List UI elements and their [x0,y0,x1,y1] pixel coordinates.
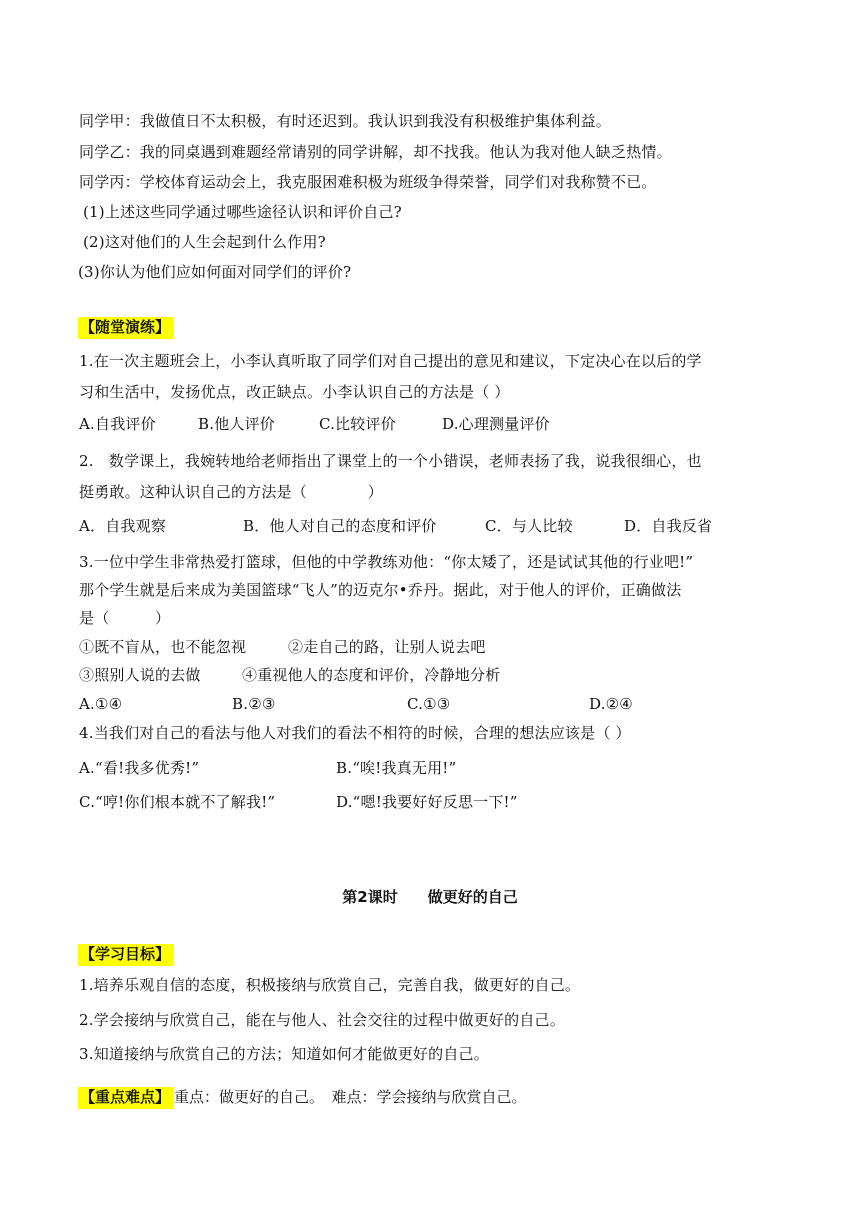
practice-heading-wrap [78,317,174,337]
q2-options [79,516,712,536]
case-question-2: (2)这对他们的人生会起到什么作用? [83,233,326,251]
key-heading: 【重点难点】 [78,1087,174,1109]
objective-1: 1.培养乐观自信的态度，积极接纳与欣赏自己，完善自我，做更好的自己。 [79,976,581,994]
objectives-heading-wrap [78,944,174,964]
case-question-1: (1)上述这些同学通过哪些途径认识和评价自己? [83,203,402,221]
q3-statement-2: ②走自己的路，让别人说去吧 [288,638,486,656]
case-line-c: 同学丙：学校体育运动会上，我克服困难积极为班级争得荣誉，同学们对我称赞不已。 [79,173,657,191]
q2-option-d: D．自我反省 [624,517,713,535]
q3-option-d: D.②④ [589,695,633,713]
q3-options [79,694,633,714]
q1-option-b: B.他人评价 [198,415,275,433]
objectives-heading: 【学习目标】 [78,944,174,966]
q4-option-c: C.“哼!你们根本就不了解我!” [79,793,276,811]
q1-line2: 习和生活中，发扬优点，改正缺点。小李认识自己的方法是（ ） [79,383,510,401]
q1-option-a: A.自我评价 [79,415,156,433]
q3-statement-4: ④重视他人的态度和评价，冷静地分析 [242,666,501,684]
case-line-b: 同学乙：我的同桌遇到难题经常请别的同学讲解，却不找我。他认为我对他人缺乏热情。 [79,143,672,161]
q2-line2: 挺勇敢。这种认识自己的方法是（ ） [79,483,384,501]
q2-line1: 2. 数学课上，我婉转地给老师指出了课堂上的一个小错误，老师表扬了我，说我很细心，也 [79,452,702,470]
q3-statements-row1 [79,637,486,657]
q4-option-b: B.“唉!我真无用!” [336,759,457,777]
q3-option-b: B.②③ [232,695,276,713]
q4-option-d: D.“嗯!我要好好反思一下!” [336,793,518,811]
q3-line3: 是（ ） [79,609,171,627]
objective-2: 2.学会接纳与欣赏自己，能在与他人、社会交往的过程中做更好的自己。 [79,1011,565,1029]
case-line-a: 同学甲：我做值日不太积极，有时还迟到。我认识到我没有积极维护集体利益。 [79,112,612,130]
q4-options-row1 [79,758,456,778]
key-points-row [78,1087,527,1107]
q4-options-row2 [79,792,518,812]
q3-line1: 3.一位中学生非常热爱打篮球，但他的中学教练劝他：“你太矮了，还是试试其他的行业吧!” [79,553,694,571]
q3-statement-3: ③照别人说的去做 [79,666,201,684]
q3-statements-row2 [79,665,500,685]
q3-line2: 那个学生就是后来成为美国篮球“飞人”的迈克尔•乔丹。据此，对于他人的评价，正确做法 [79,581,682,599]
q1-option-d: D.心理测量评价 [442,415,550,433]
q4-line1: 4.当我们对自己的看法与他人对我们的看法不相符的时候，合理的想法应该是（ ） [79,724,631,742]
q3-statement-1: ①既不盲从，也不能忽视 [79,638,247,656]
lesson-title: 第2课时 做更好的自己 [342,888,518,906]
q1-line1: 1.在一次主题班会上，小李认真听取了同学们对自己提出的意见和建议，下定决心在以后的学 [79,352,702,370]
q1-options [79,414,550,434]
practice-heading: 【随堂演练】 [78,317,174,339]
case-question-3: (3)你认为他们应如何面对同学们的评价? [78,263,352,281]
key-text: 重点：做更好的自己。 难点：学会接纳与欣赏自己。 [174,1088,527,1106]
q2-option-c: C．与人比较 [485,517,573,535]
q3-option-a: A.①④ [79,695,123,713]
q3-option-c: C.①③ [407,695,451,713]
q2-option-a: A．自我观察 [79,517,167,535]
q4-option-a: A.“看!我多优秀!” [79,759,200,777]
q2-option-b: B．他人对自己的态度和评价 [243,517,437,535]
q1-option-c: C.比较评价 [319,415,396,433]
objective-3: 3.知道接纳与欣赏自己的方法；知道如何才能做更好的自己。 [79,1045,489,1063]
